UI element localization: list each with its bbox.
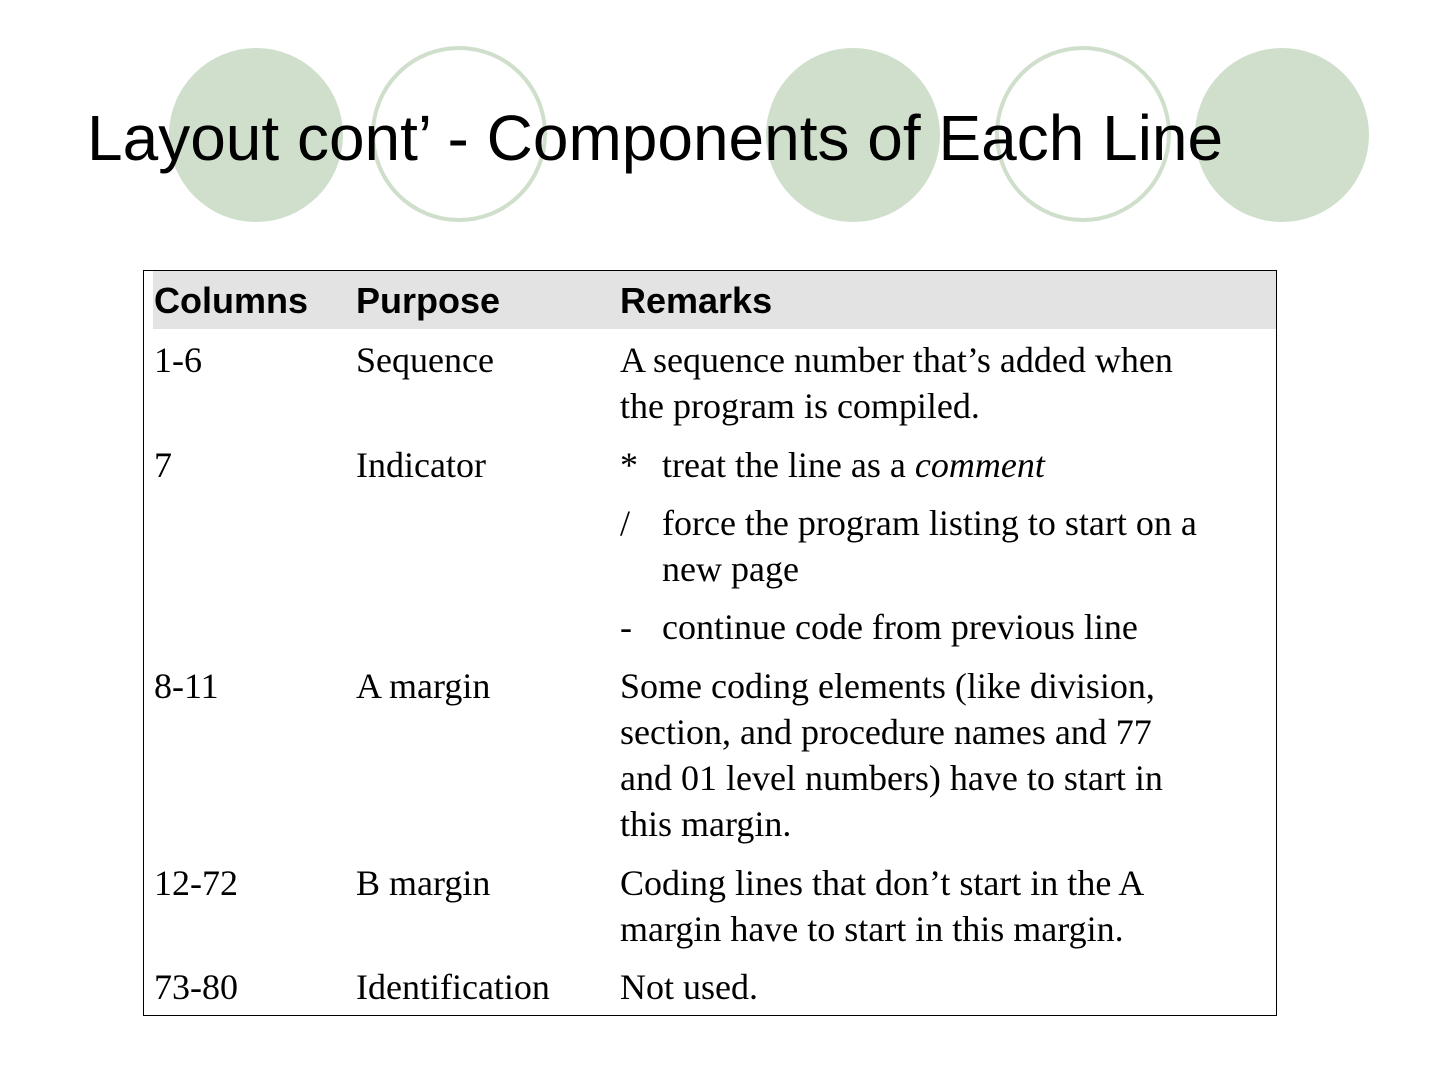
row-indicator-purpose: Indicator	[356, 445, 486, 485]
row-sequence-remarks-line: the program is compiled.	[620, 386, 980, 426]
row-b-margin-remarks-line: Coding lines that don’t start in the A	[620, 863, 1145, 903]
bullet-symbol-slash: /	[620, 503, 631, 543]
row-a-margin-remarks-line: section, and procedure names and 77	[620, 712, 1152, 752]
columns-layout-table	[143, 270, 1277, 1016]
row-sequence-columns: 1-6	[154, 340, 202, 380]
bullet-text: treat the line as a	[662, 445, 915, 485]
row-a-margin-purpose: A margin	[356, 666, 491, 706]
row-a-margin-remarks-line: and 01 level numbers) have to start in	[620, 758, 1163, 798]
row-a-margin-remarks-line: Some coding elements (like division,	[620, 666, 1155, 706]
header-columns: Columns	[154, 280, 309, 321]
bullet-text-comment	[662, 442, 1262, 488]
row-b-margin-columns: 12-72	[154, 863, 238, 903]
row-sequence-remarks-line: A sequence number that’s added when	[620, 340, 1173, 380]
row-a-margin-columns: 8-11	[154, 666, 219, 706]
bullet-text-new-page-line: force the program listing to start on a	[662, 503, 1197, 543]
row-identification-remarks: Not used.	[620, 967, 758, 1007]
bullet-text-new-page-line: new page	[662, 549, 799, 589]
bullet-emphasis: comment	[914, 445, 1045, 485]
slide-title: Layout cont’ - Components of Each Line	[87, 102, 1224, 174]
bullet-symbol-dash: -	[620, 607, 632, 647]
row-b-margin-remarks-line: margin have to start in this margin.	[620, 909, 1124, 949]
bullet-symbol-asterisk: *	[620, 445, 638, 485]
row-b-margin-purpose: B margin	[356, 863, 491, 903]
row-sequence-purpose: Sequence	[356, 340, 494, 380]
row-identification-columns: 73-80	[154, 967, 238, 1007]
row-a-margin-remarks-line: this margin.	[620, 804, 792, 844]
header-purpose: Purpose	[356, 280, 501, 321]
row-indicator-columns: 7	[154, 445, 172, 485]
row-identification-purpose: Identification	[356, 967, 550, 1007]
bullet-text-continue: continue code from previous line	[662, 607, 1138, 647]
header-remarks: Remarks	[620, 280, 773, 321]
